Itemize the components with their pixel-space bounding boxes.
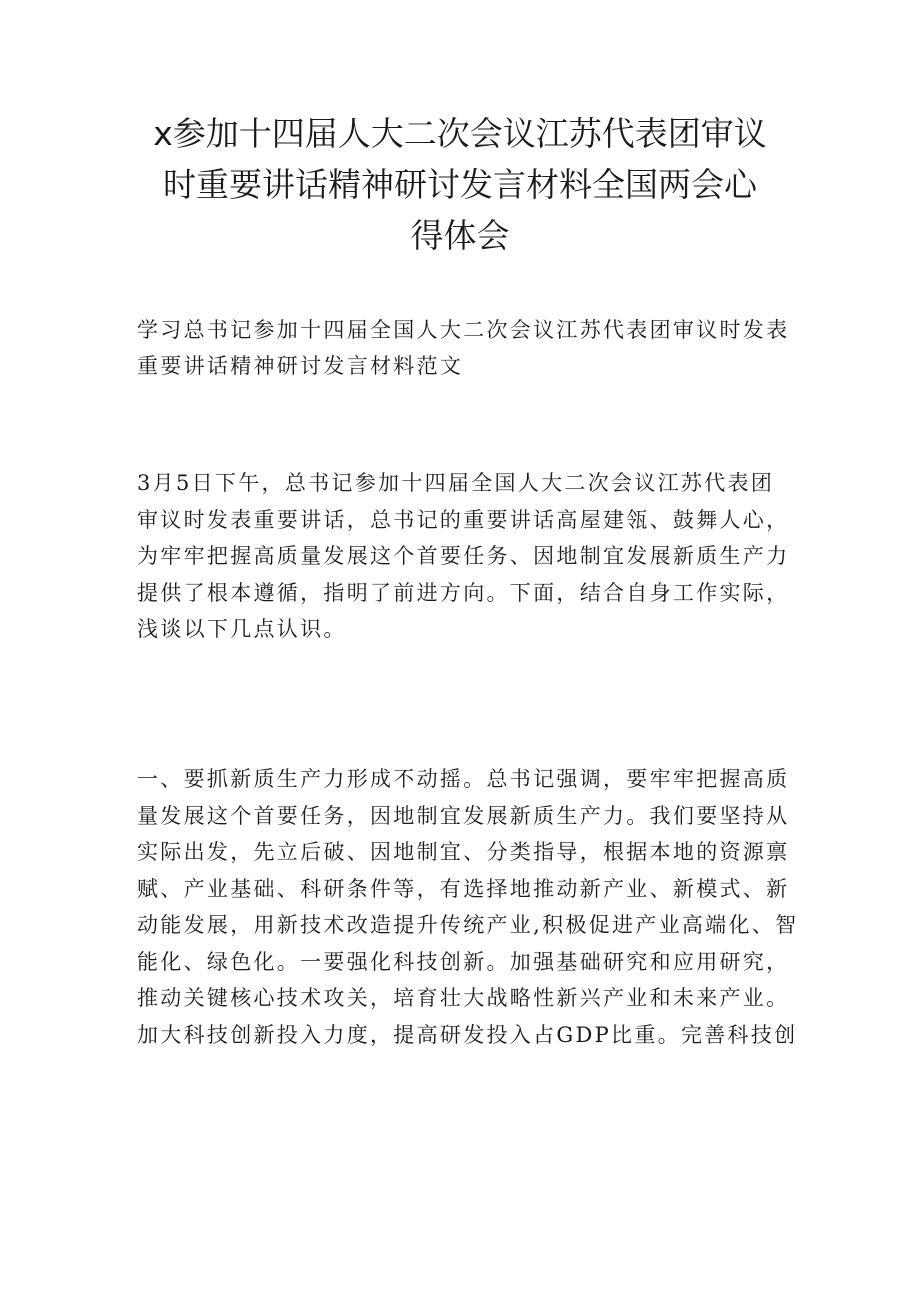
paragraph-line: 动能发展，用新技术改造提升传统产业,积极促进产业高端化、智 <box>137 913 799 937</box>
subtitle-line: 学习总书记参加十四届全国人大二次会议江苏代表团审议时发表 <box>137 318 790 342</box>
document-title <box>130 108 790 261</box>
paragraph-line: 量发展这个首要任务，因地制宜发展新质生产力。我们要坚持从 <box>137 803 790 828</box>
title-line: 得体会 <box>410 216 510 255</box>
subtitle-line: 重要讲话精神研讨发言材料范文 <box>137 354 464 378</box>
paragraph-line: 推动关键核心技术攻关，培育壮大战略性新兴产业和未来产业。 <box>137 986 790 1010</box>
paragraph-section-one <box>137 761 797 1053</box>
paragraph-intro <box>137 465 797 648</box>
paragraph-line: 赋、产业基础、科研条件等，有选择地推动新产业、新模式、新 <box>137 876 790 901</box>
paragraph-line: 加大科技创新投入力度，提高研发投入占GDP比重。完善科技创 <box>137 1022 798 1047</box>
title-line: 时重要讲话精神研讨发言材料全国两会心 <box>163 165 757 204</box>
paragraph-line: 为牢牢把握高质量发展这个首要任务、因地制宜发展新质生产力 <box>137 544 790 568</box>
paragraph-line: 能化、绿色化。一要强化科技创新。加强基础研究和应用研究， <box>137 949 790 974</box>
paragraph-line: 实际出发，先立后破、因地制宜、分类指导，根据本地的资源禀 <box>137 840 790 864</box>
paragraph-line: 3月5日下午，总书记参加十四届全国人大二次会议江苏代表团 <box>137 471 775 495</box>
document-subtitle <box>137 312 797 384</box>
paragraph-line: 浅谈以下几点认识。 <box>137 617 347 641</box>
title-line: x参加十四届人大二次会议江苏代表团审议 <box>153 114 767 153</box>
paragraph-line: 审议时发表重要讲话，总书记的重要讲话高屋建瓴、鼓舞人心， <box>137 507 790 532</box>
paragraph-line: 一、要抓新质生产力形成不动摇。总书记强调，要牢牢把握高质 <box>137 767 790 791</box>
paragraph-line: 提供了根本遵循，指明了前进方向。下面，结合自身工作实际， <box>137 580 790 605</box>
